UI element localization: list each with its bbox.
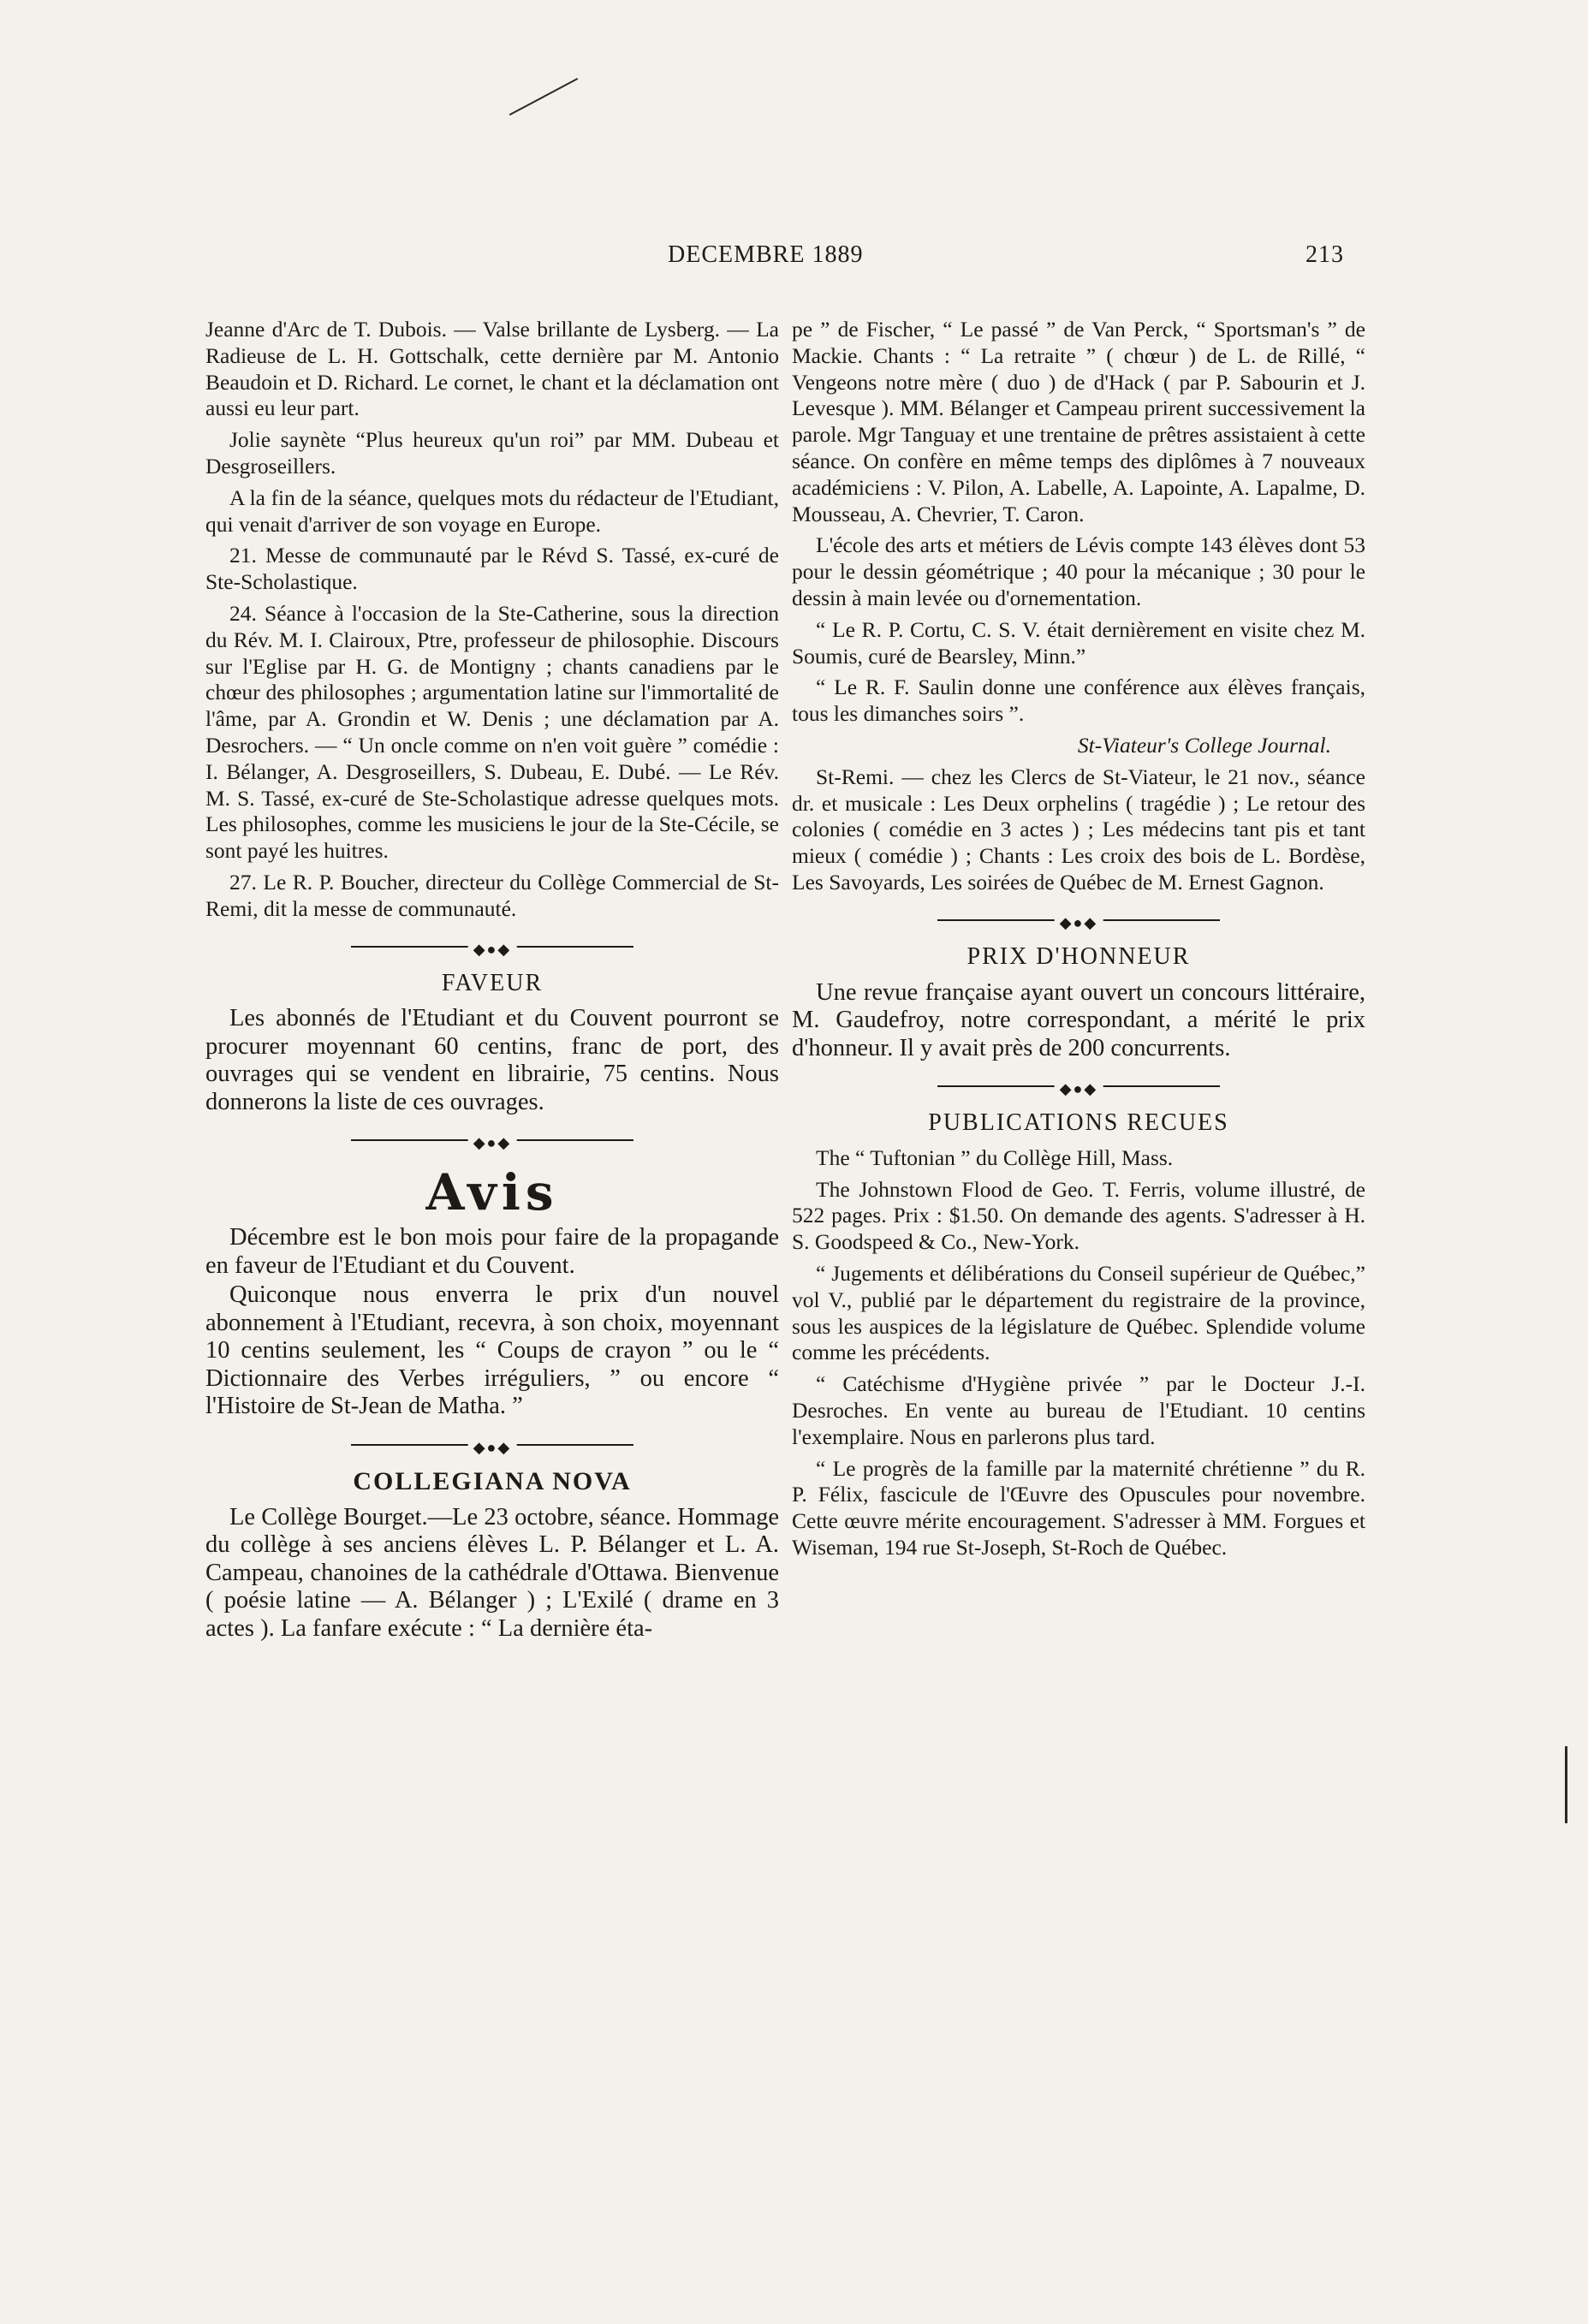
page-number: 213 bbox=[1305, 241, 1344, 268]
left-column bbox=[205, 317, 779, 1644]
paragraph: St-Remi. — chez les Clercs de St-Viateur, le 21 nov., séance dr. et musicale : Les Deux orphelins ( tragédie ) ; Le retour des colonies ( comédie en 3 actes ) ; Les médecins tant pis et tant mieux ( comédie ) ; Chants : Les croix des bois de L. Bordèse, Les Savoyards, Les soirées de Québec de M. Ernest Gagnon. bbox=[792, 764, 1365, 895]
section-divider: ◆●◆ bbox=[792, 903, 1365, 937]
prix-heading: PRIX D'HONNEUR bbox=[966, 942, 1191, 970]
paragraph: L'école des arts et métiers de Lévis compte 143 élèves dont 53 pour le dessin géométrique ; 40 pour la mécanique ; 30 pour le dessin à main levée ou d'ornementation. bbox=[792, 532, 1365, 610]
paragraph: “ Le R. P. Cortu, C. S. V. était dernièrement en visite chez M. Soumis, curé de Bearsley, Minn.” bbox=[792, 616, 1365, 669]
paragraph: The Johnstown Flood de Geo. T. Ferris, volume illustré, de 522 pages. Prix : $1.50. On demande des agents. S'adresser à H. S. Goodspeed & Co., New-York. bbox=[792, 1176, 1365, 1255]
paragraph: A la fin de la séance, quelques mots du rédacteur de l'Etudiant, qui venait d'arriver de son voyage en Europe. bbox=[205, 484, 779, 537]
section-divider: ◆●◆ bbox=[792, 1069, 1365, 1103]
section-divider: ◆●◆ bbox=[205, 1428, 779, 1462]
paragraph: The “ Tuftonian ” du Collège Hill, Mass. bbox=[816, 1144, 1174, 1170]
faveur-heading: FAVEUR bbox=[441, 969, 544, 996]
paragraph: 24. Séance à l'occasion de la Ste-Catherine, sous la direction du Rév. M. I. Clairoux, Ptre, professeur de philosophie. Discours sur l'Eglise par H. G. de Montigny ; chants canadiens par le chœur des philosophes ; argumentation latine sur l'immortalité de l'âme, par A. Grondin et W. Denis ; une déclamation par A. Desrochers. — “ Un oncle comme on n'en voit guère ” comédie : I. Bélanger, A. Desgroseillers, S. Dubeau, E. Dubé. — Le Rév. M. S. Tassé, ex-curé de Ste-Scholastique adresse quelques mots. Les philosophes, comme les musiciens le jour de la Ste-Cécile, se sont payé les huitres. bbox=[205, 600, 779, 864]
paragraph: pe ” de Fischer, “ Le passé ” de Van Perck, “ Sportsman's ” de Mackie. Chants : “ La retraite ” ( chœur ) de L. de Rillé, “ Vengeons notre mère ( duo ) de d'Hack ( par P. Sabourin et J. Levesque ). MM. Bélanger et Campeau prirent successivement la parole. Mgr Tanguay et une trentaine de prêtres assistaient à cette séance. On confère en même temps des diplômes à 7 nouveaux académiciens : V. Pilon, A. Labelle, A. Lapointe, A. Lapalme, D. Mousseau, A. Chevrier, T. Caron. bbox=[792, 317, 1365, 526]
section-divider: ◆●◆ bbox=[205, 1123, 779, 1157]
paragraph: “ Le R. F. Saulin donne une conférence aux élèves français, tous les dimanches soirs ”. bbox=[792, 675, 1365, 727]
paragraph: Jeanne d'Arc de T. Dubois. — Valse brillante de Lysberg. — La Radieuse de L. H. Gottschalk, cette dernière par M. Antonio Beaudoin et D. Richard. Le cornet, le chant et la déclamation ont aussi eu leur part. bbox=[205, 317, 779, 421]
source-signature: St-Viateur's College Journal. bbox=[1077, 732, 1331, 758]
header-title: DECEMBRE 1889 bbox=[668, 241, 864, 268]
paragraph: Jolie saynète “Plus heureux qu'un roi” par MM. Dubeau et Desgroseillers. bbox=[205, 427, 779, 478]
paragraph: “ Jugements et délibérations du Conseil supérieur de Québec,” vol V., publié par le département du registraire de la province, sous les auspices de la législature de Québec. Splendide volume comme les précédents. bbox=[792, 1261, 1365, 1365]
collegiana-section bbox=[205, 1504, 779, 1643]
avis-heading: Avis bbox=[425, 1163, 559, 1222]
section-divider: ◆●◆ bbox=[205, 930, 779, 964]
ink-stroke bbox=[509, 78, 578, 116]
paragraph: 21. Messe de communauté par le Révd S. Tassé, ex-curé de Ste-Scholastique. bbox=[205, 543, 779, 595]
collegiana-heading: COLLEGIANA NOVA bbox=[353, 1466, 632, 1495]
paragraph: Une revue française ayant ouvert un concours littéraire, M. Gaudefroy, notre correspondant, a mérité le prix d'honneur. Il y avait près de 200 concurrents. bbox=[792, 978, 1365, 1061]
paragraph: “ Le progrès de la famille par la maternité chrétienne ” du R. P. Félix, fascicule de l'Œuvre des Opuscules pour novembre. Cette œuvre mérite encouragement. S'adresser à MM. Forgues et Wiseman, 194 rue St-Joseph, St-Roch de Québec. bbox=[792, 1455, 1365, 1560]
paragraph: “ Catéchisme d'Hygiène privée ” par le Docteur J.-I. Desroches. En vente au bureau de l'Etudiant. 10 centins l'exemplaire. Nous en parlerons plus tard. bbox=[792, 1371, 1365, 1449]
paragraph: Quiconque nous enverra le prix d'un nouvel abonnement à l'Etudiant, recevra, à son choix, moyennant 10 centins seulement, les “ Coups de crayon ” ou le “ Dictionnaire des Verbes irréguliers, ” ou encore “ l'Histoire de St-Jean de Matha. ” bbox=[205, 1281, 779, 1420]
right-column bbox=[792, 317, 1365, 1566]
prix-section bbox=[792, 979, 1365, 1063]
paragraph: Décembre est le bon mois pour faire de la propagande en faveur de l'Etudiant et du Couvent. bbox=[205, 1224, 779, 1279]
page-header bbox=[308, 241, 1344, 276]
avis-section bbox=[205, 1224, 779, 1421]
paragraph: Le Collège Bourget.—Le 23 octobre, séance. Hommage du collège à ses anciens élèves L. P. Bélanger et L. A. Campeau, chanoines de la cathédrale d'Ottawa. Bienvenue ( poésie latine — A. Bélanger ) ; L'Exilé ( drame en 3 actes ). La fanfare exécute : “ La dernière éta- bbox=[205, 1503, 779, 1642]
publications-heading: PUBLICATIONS RECUES bbox=[928, 1109, 1229, 1137]
paragraph: Les abonnés de l'Etudiant et du Couvent pourront se procurer moyennant 60 centins, franc de port, des ouvrages qui se vendent en librairie, 75 centins. Nous donnerons la liste de ces ouvrages. bbox=[205, 1005, 779, 1115]
paragraph: 27. Le R. P. Boucher, directeur du Collège Commercial de St-Remi, dit la messe de communauté. bbox=[205, 869, 779, 921]
binding-edge-mark bbox=[1565, 1746, 1567, 1823]
faveur-section bbox=[205, 1005, 779, 1116]
